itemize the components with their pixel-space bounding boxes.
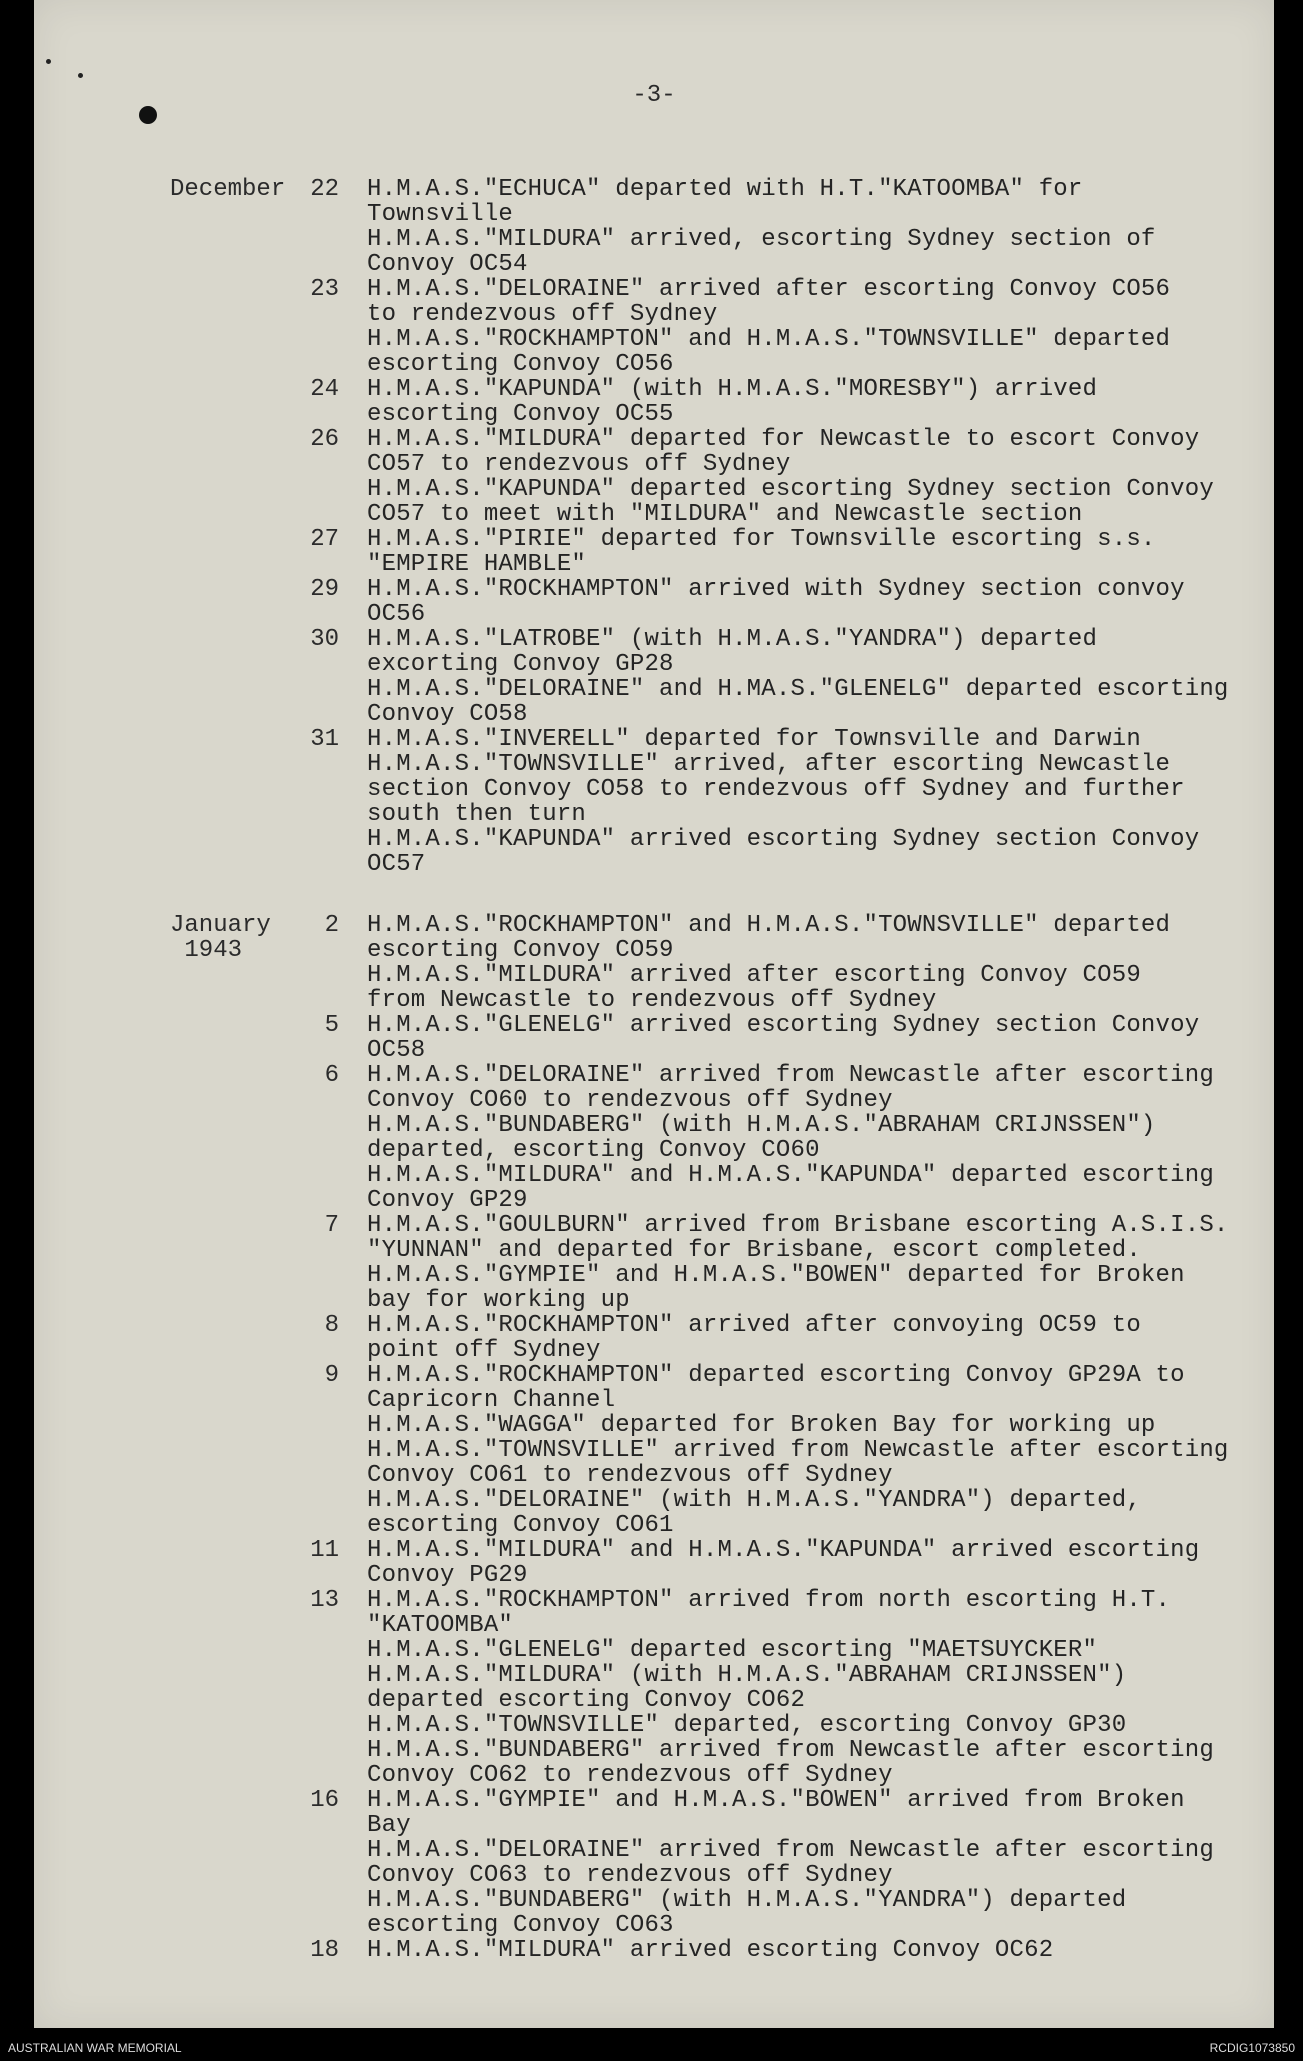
log-entry — [34, 1213, 1274, 1313]
log-entry — [34, 1063, 1274, 1213]
entry-line: Convoy CO60 to rendezvous off Sydney — [367, 1087, 893, 1114]
entry-day: 27 — [310, 526, 339, 553]
entry-line: departed, escorting Convoy CO60 — [367, 1137, 820, 1164]
entry-line: Bay — [367, 1812, 411, 1839]
entry-day: 18 — [310, 1937, 339, 1964]
entry-text — [367, 577, 1274, 627]
entry-line: Convoy CO62 to rendezvous off Sydney — [367, 1762, 893, 1789]
entry-gap — [34, 877, 1274, 913]
entry-line: Capricorn Channel — [367, 1387, 616, 1414]
entry-day: 7 — [324, 1212, 339, 1239]
entry-line: H.M.A.S."KAPUNDA" (with H.M.A.S."MORESBY") arrived — [367, 376, 1098, 403]
entry-line: CO57 to rendezvous off Sydney — [367, 451, 791, 478]
entry-line: "EMPIRE HAMBLE" — [367, 551, 587, 578]
log-entry — [34, 527, 1274, 577]
entry-line: escorting Convoy CO63 — [367, 1912, 674, 1939]
entry-line: H.M.A.S."ROCKHAMPTON" departed escorting Convoy GP29A to — [367, 1362, 1185, 1389]
entry-line: H.M.A.S."TOWNSVILLE" arrived, after escorting Newcastle — [367, 751, 1171, 778]
entry-line: from Newcastle to rendezvous off Sydney — [367, 987, 937, 1014]
log-entry — [34, 427, 1274, 527]
entry-line: H.M.A.S."KAPUNDA" departed escorting Sydney section Convoy — [367, 476, 1214, 503]
entry-day: 26 — [310, 426, 339, 453]
entry-line: escorting Convoy CO56 — [367, 351, 674, 378]
entry-line: H.M.A.S."GYMPIE" and H.M.A.S."BOWEN" arrived from Broken — [367, 1787, 1185, 1814]
log-entry — [34, 577, 1274, 627]
log-entry — [34, 1938, 1274, 1963]
entry-text — [367, 177, 1274, 277]
document-page — [34, 0, 1274, 2028]
archive-name: AUSTRALIAN WAR MEMORIAL — [8, 2041, 182, 2055]
entry-line: escorting Convoy CO59 — [367, 937, 674, 964]
entry-day: 11 — [310, 1537, 339, 1564]
entry-line: H.M.A.S."DELORAINE" and H.MA.S."GLENELG" departed escorting — [367, 676, 1229, 703]
entry-line: H.M.A.S."PIRIE" departed for Townsville escorting s.s. — [367, 526, 1156, 553]
entry-day: 22 — [310, 176, 339, 203]
entry-line: escorting Convoy OC55 — [367, 401, 674, 428]
entry-line: H.M.A.S."TOWNSVILLE" arrived from Newcastle after escorting — [367, 1437, 1229, 1464]
entry-text — [367, 913, 1274, 1013]
paper-mark — [46, 59, 51, 64]
entry-text — [367, 427, 1274, 527]
entry-line: Convoy CO58 — [367, 701, 528, 728]
entry-line: to rendezvous off Sydney — [367, 301, 718, 328]
entry-text — [367, 1313, 1274, 1363]
entry-line: CO57 to meet with "MILDURA" and Newcastle section — [367, 501, 1083, 528]
entry-line: section Convoy CO58 to rendezvous off Sydney and further — [367, 776, 1185, 803]
entry-text — [367, 1938, 1274, 1963]
entry-line: H.M.A.S."GLENELG" arrived escorting Sydney section Convoy — [367, 1012, 1200, 1039]
entry-day: 13 — [310, 1587, 339, 1614]
entry-line: south then turn — [367, 801, 587, 828]
log-entry — [34, 1588, 1274, 1788]
log-entry — [34, 1363, 1274, 1538]
log-entry — [34, 1013, 1274, 1063]
entry-line: H.M.A.S."WAGGA" departed for Broken Bay for working up — [367, 1412, 1156, 1439]
entry-line: H.M.A.S."MILDURA" arrived, escorting Sydney section of — [367, 226, 1156, 253]
entry-line: H.M.A.S."ROCKHAMPTON" arrived after convoying OC59 to — [367, 1312, 1141, 1339]
log-entry — [34, 1788, 1274, 1938]
entry-line: Convoy CO61 to rendezvous off Sydney — [367, 1462, 893, 1489]
entry-line: H.M.A.S."MILDURA" arrived escorting Convoy OC62 — [367, 1937, 1054, 1964]
entry-line: excorting Convoy GP28 — [367, 651, 674, 678]
entry-line: H.M.A.S."ROCKHAMPTON" and H.M.A.S."TOWNSVILLE" departed — [367, 912, 1171, 939]
entry-line: "YUNNAN" and departed for Brisbane, escort completed. — [367, 1237, 1141, 1264]
archive-footer — [0, 2033, 1303, 2061]
entry-text — [367, 627, 1274, 727]
entry-text — [367, 277, 1274, 377]
log-entry — [34, 727, 1274, 877]
entry-line: H.M.A.S."TOWNSVILLE" departed, escorting Convoy GP30 — [367, 1712, 1127, 1739]
entry-text — [367, 527, 1274, 577]
entry-line: H.M.A.S."MILDURA" and H.M.A.S."KAPUNDA" departed escorting — [367, 1162, 1214, 1189]
entry-text — [367, 1788, 1274, 1938]
entry-line: H.M.A.S."GYMPIE" and H.M.A.S."BOWEN" departed for Broken — [367, 1262, 1185, 1289]
entry-line: escorting Convoy CO61 — [367, 1512, 674, 1539]
entry-line: Convoy CO63 to rendezvous off Sydney — [367, 1862, 893, 1889]
log-entry — [34, 1313, 1274, 1363]
entry-line: H.M.A.S."BUNDABERG" (with H.M.A.S."YANDRA") departed — [367, 1887, 1127, 1914]
entry-text — [367, 1588, 1274, 1788]
entry-line: H.M.A.S."GLENELG" departed escorting "MAETSUYCKER" — [367, 1637, 1098, 1664]
entry-line: OC57 — [367, 851, 426, 878]
entry-text — [367, 1063, 1274, 1213]
entry-day: 16 — [310, 1787, 339, 1814]
entry-day: 30 — [310, 626, 339, 653]
entry-line: Townsville — [367, 201, 514, 228]
entry-line: bay for working up — [367, 1287, 630, 1314]
entry-text — [367, 1363, 1274, 1538]
entry-day: 6 — [324, 1062, 339, 1089]
entry-day: 5 — [324, 1012, 339, 1039]
log-entry — [34, 277, 1274, 377]
log-entries — [34, 177, 1274, 1963]
entry-text — [367, 1013, 1274, 1063]
page-number: -3- — [632, 82, 676, 109]
entry-day: 29 — [310, 576, 339, 603]
entry-day: 9 — [324, 1362, 339, 1389]
entry-line: H.M.A.S."KAPUNDA" arrived escorting Sydney section Convoy — [367, 826, 1200, 853]
entry-line: OC58 — [367, 1037, 426, 1064]
entry-text — [367, 1213, 1274, 1313]
entry-line: H.M.A.S."MILDURA" (with H.M.A.S."ABRAHAM CRIJNSSEN") — [367, 1662, 1127, 1689]
archive-reference: RCDIG1073850 — [1209, 2041, 1295, 2055]
entry-line: H.M.A.S."ECHUCA" departed with H.T."KATOOMBA" for — [367, 176, 1083, 203]
entry-line: H.M.A.S."ROCKHAMPTON" arrived with Sydney section convoy — [367, 576, 1185, 603]
entry-text — [367, 377, 1274, 427]
entry-line: H.M.A.S."DELORAINE" arrived from Newcastle after escorting — [367, 1837, 1214, 1864]
entry-day: 8 — [324, 1312, 339, 1339]
entry-line: Convoy PG29 — [367, 1562, 528, 1589]
entry-line: H.M.A.S."BUNDABERG" arrived from Newcastle after escorting — [367, 1737, 1214, 1764]
entry-line: H.M.A.S."DELORAINE" arrived from Newcastle after escorting — [367, 1062, 1214, 1089]
entry-line: H.M.A.S."ROCKHAMPTON" and H.M.A.S."TOWNSVILLE" departed — [367, 326, 1171, 353]
entry-line: H.M.A.S."BUNDABERG" (with H.M.A.S."ABRAHAM CRIJNSSEN") — [367, 1112, 1156, 1139]
entry-day: 23 — [310, 276, 339, 303]
entry-line: H.M.A.S."MILDURA" and H.M.A.S."KAPUNDA" arrived escorting — [367, 1537, 1200, 1564]
entry-line: OC56 — [367, 601, 426, 628]
entry-month: December — [170, 176, 286, 203]
entry-day: 31 — [310, 726, 339, 753]
entry-line: H.M.A.S."MILDURA" arrived after escorting Convoy CO59 — [367, 962, 1141, 989]
entry-line: H.M.A.S."ROCKHAMPTON" arrived from north escorting H.T. — [367, 1587, 1171, 1614]
entry-text — [367, 727, 1274, 877]
entry-line: Convoy OC54 — [367, 251, 528, 278]
entry-line: departed escorting Convoy CO62 — [367, 1687, 806, 1714]
log-entry — [34, 377, 1274, 427]
entry-line: H.M.A.S."MILDURA" departed for Newcastle to escort Convoy — [367, 426, 1200, 453]
log-entry — [34, 1538, 1274, 1588]
entry-day: 2 — [324, 912, 339, 939]
entry-month: January 1943 — [170, 912, 271, 964]
entry-line: H.M.A.S."DELORAINE" arrived after escorting Convoy CO56 — [367, 276, 1171, 303]
entry-line: point off Sydney — [367, 1337, 601, 1364]
entry-day: 24 — [310, 376, 339, 403]
paper-mark — [78, 73, 83, 78]
entry-line: H.M.A.S."INVERELL" departed for Townsville and Darwin — [367, 726, 1141, 753]
entry-line: Convoy GP29 — [367, 1187, 528, 1214]
entry-line: H.M.A.S."DELORAINE" (with H.M.A.S."YANDRA") departed, — [367, 1487, 1141, 1514]
entry-text — [367, 1538, 1274, 1588]
entry-line: H.M.A.S."LATROBE" (with H.M.A.S."YANDRA") departed — [367, 626, 1098, 653]
log-entry — [34, 913, 1274, 1013]
entry-line: H.M.A.S."GOULBURN" arrived from Brisbane escorting A.S.I.S. — [367, 1212, 1229, 1239]
entry-line: "KATOOMBA" — [367, 1612, 514, 1639]
log-entry — [34, 627, 1274, 727]
log-entry — [34, 177, 1274, 277]
